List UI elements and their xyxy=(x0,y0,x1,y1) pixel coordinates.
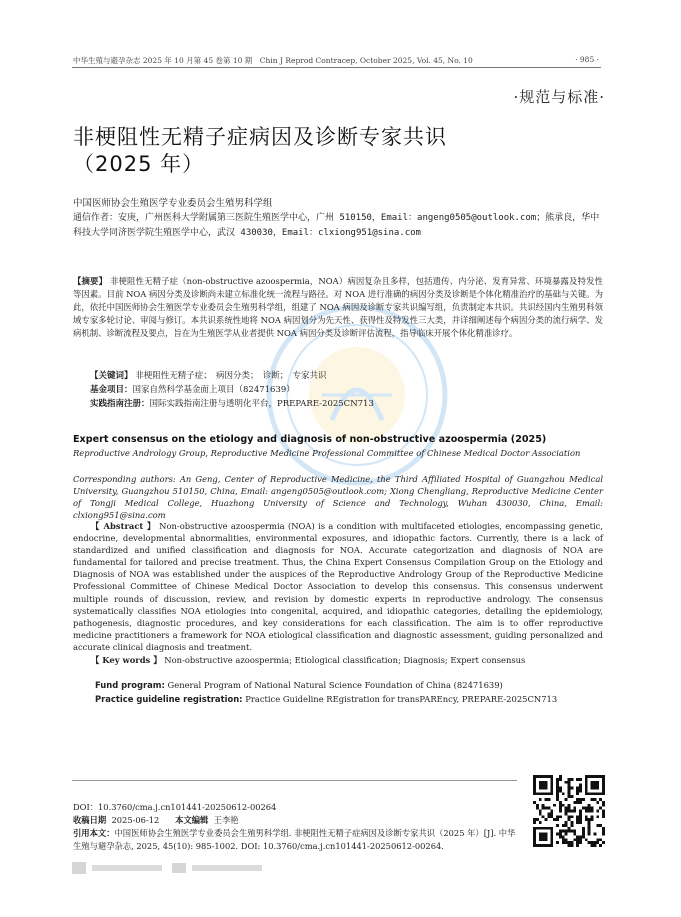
abstract-cn-label: 【摘要】 xyxy=(73,276,108,286)
keywords-cn-text: 非梗阻性无精子症； 病因分类； 诊断； 专家共识 xyxy=(135,371,327,381)
header-divider xyxy=(72,67,601,68)
author-organization-cn: 中国医师协会生殖医学专业委员会生殖男科学组 xyxy=(73,198,273,209)
abstract-en-label: 【 Abstract 】 xyxy=(91,521,156,531)
citation-text: 中国医师协会生殖医学专业委员会生殖男科学组. 非梗阻性无精子症病因及诊断专家共识（2025 年）[J]. 中华生殖与避孕杂志, 2025, 45(10): 985-1002. DOI: 10.3760/cma.j.cn101441-20250612-00264. xyxy=(73,828,516,851)
received-date: 2025-06-12 xyxy=(111,815,160,825)
citation-label: 引用本文： xyxy=(73,828,115,838)
editor-name: 王李艳 xyxy=(213,815,239,825)
abstract-cn-text: 非梗阻性无精子症（non-obstructive azoospermia，NOA）病因复杂且多样，包括遗传、内分泌、发育异常、环境暴露及特发性等因素。目前 NOA 病因分类及诊断尚未建立标准化统一流程与路径。对 NOA 进行准确的病因分类及诊断是个体化精准治疗的基础与关键。为此，依托中国医师协会生殖医学专业委员会生殖男科学组，组建了 NOA 病因及诊断专家共识编写组，负责制定本共识。共识经国内生殖男科领域专家多轮讨论、审阅与修订。本共识系统性地将 NOA 病因划分为先天性、获得性及特发性三大类，并详细阐述每个病因分类的流行病学、发病机制、诊断流程及要点，旨在为生殖医学从业者提供 NOA 病因分类及诊断评估流程，指导临床开展个体化精准诊疗。 xyxy=(73,276,604,338)
registration-en xyxy=(73,693,613,705)
correspondence-cn: 通信作者：安庚，广州医科大学附属第三医院生殖医学中心，广州 510150，Email：angeng0505@outlook.com；熊承良，华中科技大学同济医学院生殖医学中心，武汉 430030，Email：clxiong951@sina.com xyxy=(73,213,600,238)
section-tag: ·规范与标准· xyxy=(513,88,605,106)
registration-cn-label: 实践指南注册： xyxy=(90,399,150,409)
abstract-en xyxy=(73,520,603,653)
keywords-en-label: 【 Key words 】 xyxy=(91,655,162,665)
author-organization-en: Reproductive Andrology Group, Reproductive Medicine Professional Committee of Chinese Medical Doctor Association xyxy=(73,448,581,458)
editor-label: 本文编辑 xyxy=(175,815,209,825)
correspondence-en: Corresponding authors: An Geng, Center of Reproductive Medicine, the Third Affiliated Hospital of Guangzhou Medical University, Guangzhou 510150, China, Email: angeng0505@outlook.com; Xiong Chengliang, Reproductive Medicine Center of Tongji Medical College, Huazhong University of Science and Technology, Wuhan 430030, China, Email: clxiong951@sina.com xyxy=(73,474,603,520)
doi[interactable]: DOI：10.3760/cma.j.cn101441-20250612-00264 xyxy=(73,802,277,812)
article-title-en: Expert consensus on the etiology and diagnosis of non-obstructive azoospermia (2025) xyxy=(73,434,547,445)
fund-en xyxy=(95,680,503,690)
fund-cn-label: 基金项目： xyxy=(90,385,133,395)
keywords-en xyxy=(73,654,603,666)
page-number: · 985 · xyxy=(575,55,599,64)
fund-en-text: General Program of National Natural Science Foundation of China (82471639) xyxy=(167,680,503,690)
running-header: 中华生殖与避孕杂志 2025 年 10 月第 45 卷第 10 期 Chin J Reprod Contracep, October 2025, Vol. 45, No. 10 xyxy=(73,56,473,65)
qr-code-icon[interactable] xyxy=(533,775,605,847)
registration-en-label: Practice guideline registration: xyxy=(95,694,243,704)
registration-en-text: Practice Guideline REgistration for transPAREncy, PREPARE-2025CN713 xyxy=(245,694,558,704)
received-info xyxy=(73,814,239,826)
footer-divider xyxy=(72,780,517,781)
fund-en-label: Fund program: xyxy=(95,680,165,690)
keywords-en-text: Non-obstructive azoospermia; Etiological classification; Diagnosis; Expert consensus xyxy=(164,655,526,665)
fund-cn-text: 国家自然科学基金面上项目（82471639） xyxy=(132,385,295,395)
keywords-cn xyxy=(90,369,326,381)
registration-cn xyxy=(90,397,374,409)
registration-cn-text: 国际实践指南注册与透明化平台，PREPARE-2025CN713 xyxy=(149,399,374,409)
article-title-cn xyxy=(73,124,533,178)
publisher-logo-icon xyxy=(72,859,272,877)
abstract-cn xyxy=(73,275,603,340)
article-title-line-2: （2025 年） xyxy=(73,152,205,176)
keywords-cn-label: 【关键词】 xyxy=(90,371,133,381)
citation xyxy=(73,827,518,853)
article-title-line-1: 非梗阻性无精子症病因及诊断专家共识 xyxy=(73,125,447,149)
received-label: 收稿日期 xyxy=(73,815,107,825)
fund-cn xyxy=(90,383,295,395)
abstract-en-text: Non-obstructive azoospermia (NOA) is a condition with multifaceted etiologies, encompassing genetic, endocrine, developmental abnormalities, environmental exposures, and idiopathic factors. Currently, there is a lack of standardized and unified classification and diagnosis for NOA. Accurate categorization and diagnosis of NOA are fundamental for tailored and precise treatment. Thus, the China Expert Consensus Compilation Group on the Etiology and Diagnosis of NOA was established under the auspices of the Reproductive Andrology Group of the Reproductive Medicine Professional Committee of Chinese Medical Doctor Association to develop this consensus. This consensus underwent multiple rounds of discussion, review, and revision by domestic experts in reproductive andrology. The consensus systematically classifies NOA etiologies into congenital, acquired, and idiopathic categories, detailing the epidemiology, pathogenesis, diagnostic procedures, and key considerations for each classification. The aim is to offer reproductive medicine practitioners a framework for NOA etiological classification and diagnostic assessment, guiding personalized and accurate clinical diagnosis and treatment. xyxy=(73,521,603,652)
